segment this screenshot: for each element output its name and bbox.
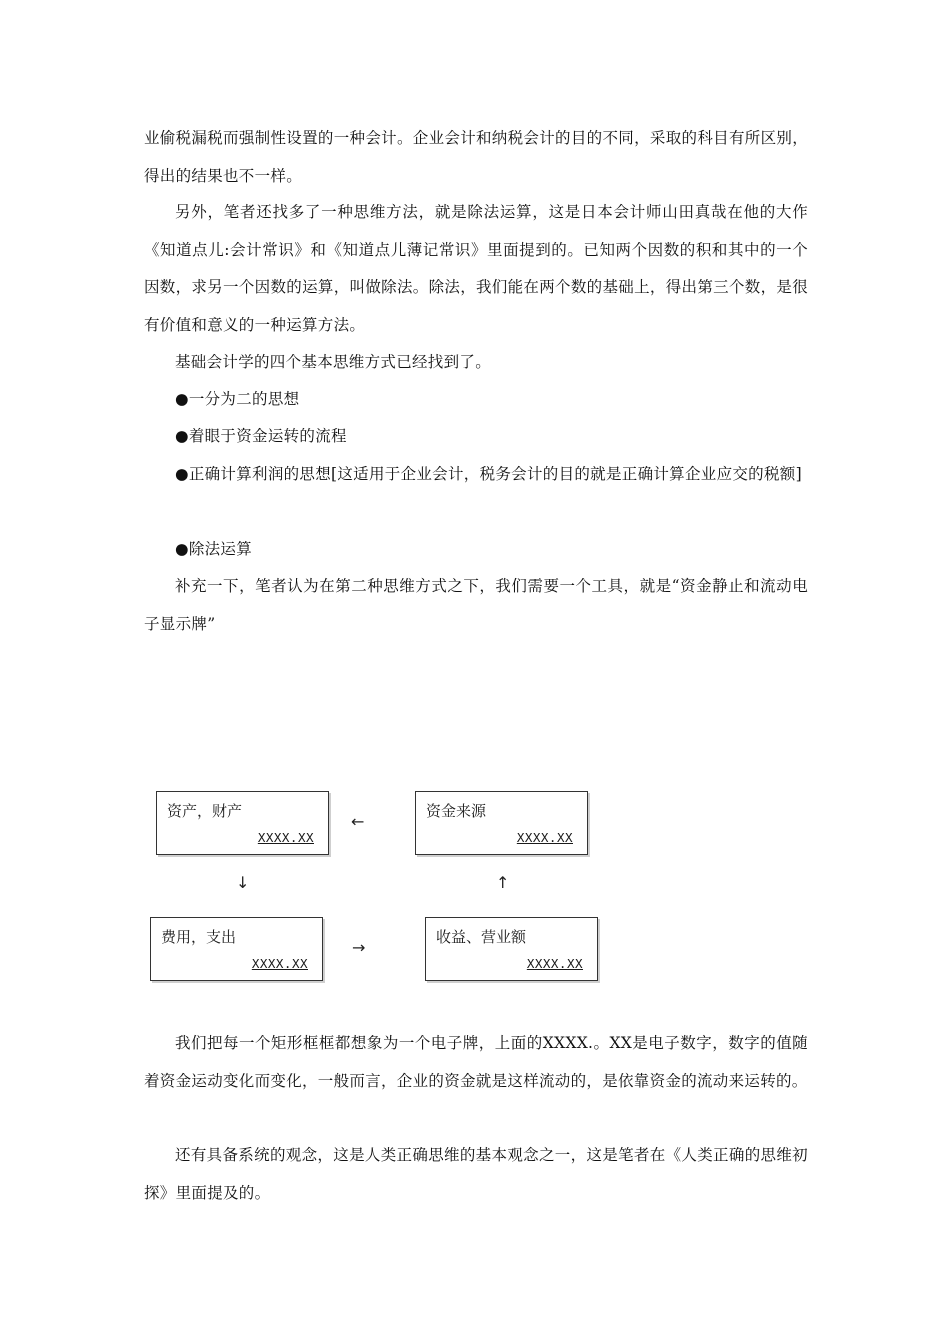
paragraph-tax-accounting: 业偷税漏税而强制性设置的一种会计。企业会计和纳税会计的目的不同，采取的科目有所区别，得出的结果也不一样。 (144, 129, 808, 185)
arrow-left-icon: ← (351, 812, 365, 831)
arrow-up-icon: ↑ (496, 873, 510, 892)
arrow-down-icon: ↓ (236, 873, 250, 892)
bullet-item: ●正确计算利润的思想[这适用于企业会计，税务会计的目的就是正确计算企业应交的税额] (175, 465, 802, 483)
bullet-item: ●着眼于资金运转的流程 (175, 427, 347, 445)
box-assets-title: 资产，财产 (167, 802, 243, 820)
box-fund-sources-title: 资金来源 (426, 802, 487, 820)
paragraph-electronic-board: 我们把每一个矩形框框都想象为一个电子牌，上面的XXXX.。XX是电子数字，数字的值随着资金运动变化而变化，一般而言，企业的资金就是这样流动的，是依靠资金的流动来运转的。 (144, 1034, 808, 1090)
box-expenses-value: XXXX.XX (251, 956, 308, 971)
paragraph-division-method: 另外，笔者还找多了一种思维方法，就是除法运算，这是日本会计师山田真哉在他的大作《知道点儿:会计常识》和《知道点儿薄记常识》里面提到的。已知两个因数的积和其中的一个因数，求另一个因数的运算，叫做除法。除法，我们能在两个数的基础上，得出第三个数，是很有价值和意义的一种运算方法。 (144, 203, 808, 334)
box-revenue-value: XXXX.XX (526, 956, 583, 971)
box-expenses (150, 917, 323, 981)
box-revenue-title: 收益、营业额 (436, 928, 527, 946)
box-assets (156, 791, 329, 855)
box-expenses-title: 费用，支出 (161, 928, 237, 946)
paragraph-four-ways: 基础会计学的四个基本思维方式已经找到了。 (175, 353, 492, 371)
paragraph-tool-intro: 补充一下，笔者认为在第二种思维方式之下，我们需要一个工具，就是“资金静止和流动电子显示牌” (144, 577, 808, 633)
box-revenue (425, 917, 598, 981)
paragraph-system-concept: 还有具备系统的观念，这是人类正确思维的基本观念之一，这是笔者在《人类正确的思维初探》里面提及的。 (144, 1146, 808, 1202)
bullet-item: ●一分为二的思想 (175, 390, 300, 408)
box-fund-sources-value: XXXX.XX (516, 830, 573, 845)
box-assets-value: XXXX.XX (257, 830, 314, 845)
bullet-item: ●除法运算 (175, 540, 253, 558)
arrow-right-icon: → (352, 938, 366, 957)
box-fund-sources (415, 791, 588, 855)
